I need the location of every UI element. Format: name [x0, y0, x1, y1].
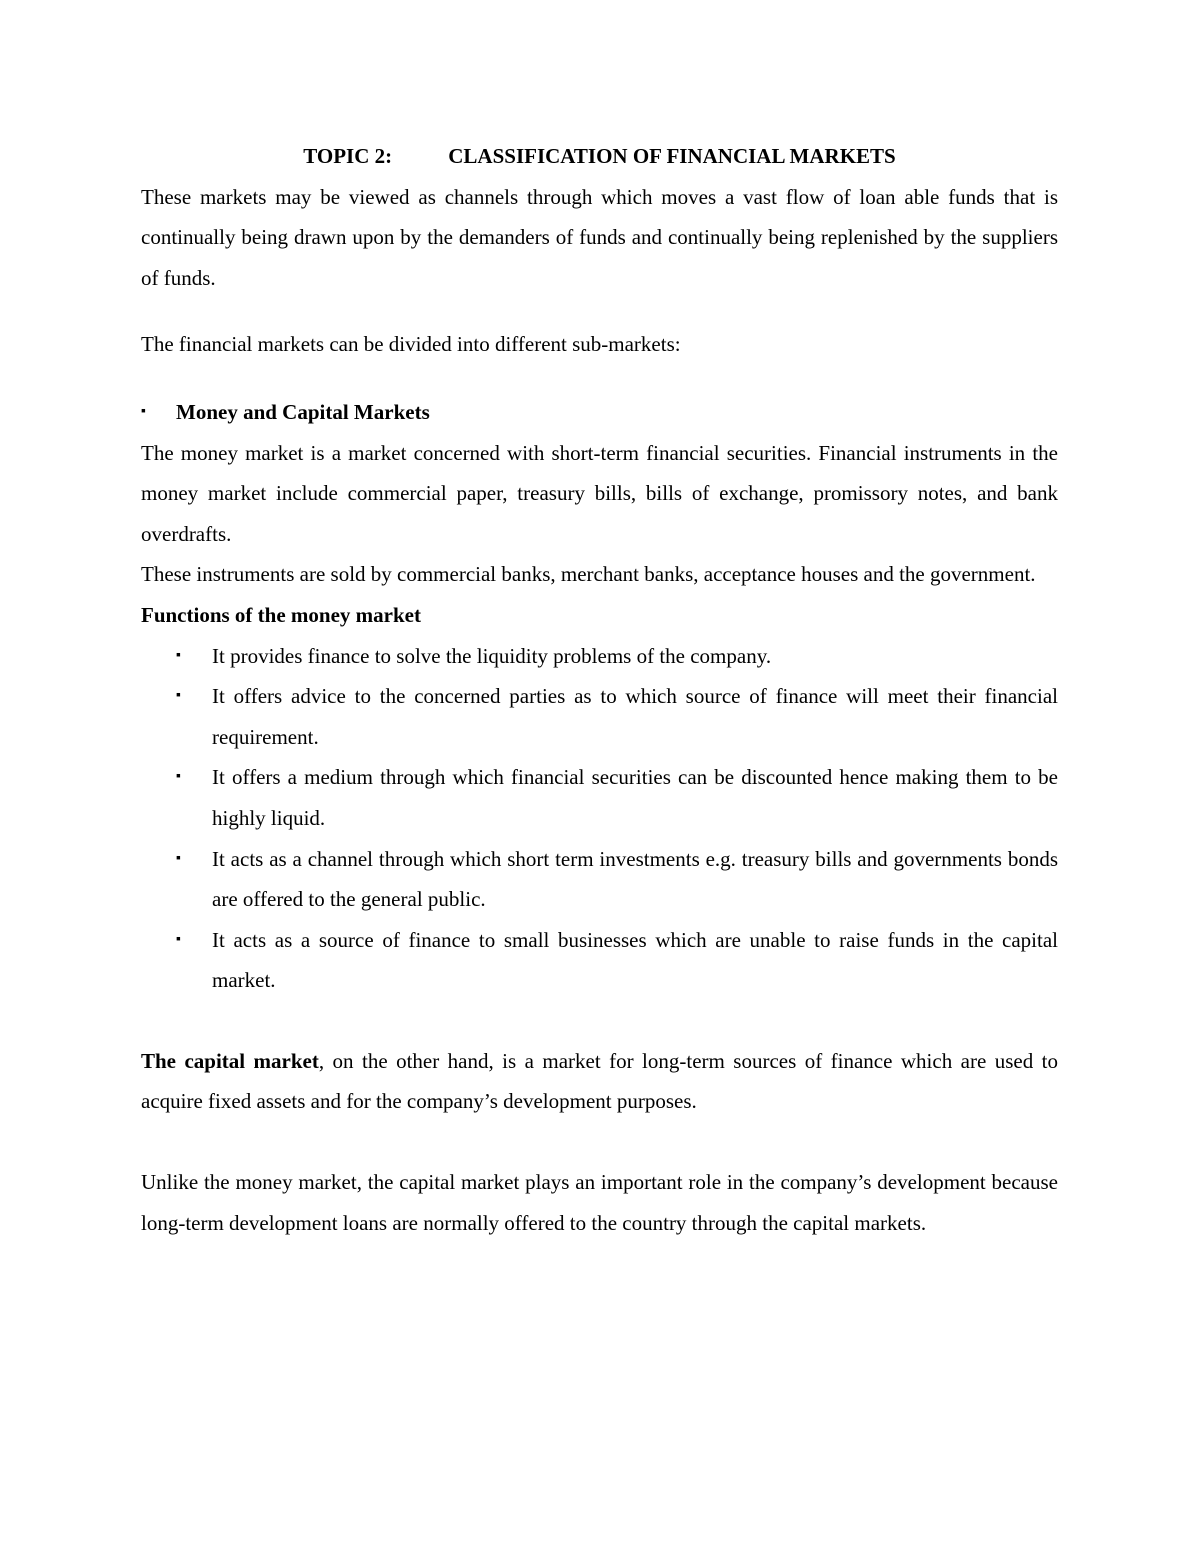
functions-list [141, 636, 1058, 1001]
capital-market-paragraph [141, 1041, 1058, 1122]
money-capital-heading [141, 392, 1058, 433]
topic-label: TOPIC 2: [303, 144, 393, 168]
money-market-paragraph: The money market is a market concerned with short-term financial securities. Financial instruments in the money market include commercial paper, treasury bills, bills of exchange, promissory notes, and bank overdrafts. [141, 440, 1058, 546]
list-item-text: It offers advice to the concerned parties as to which source of finance will meet their financial requirement. [212, 684, 1058, 749]
topic-heading: CLASSIFICATION OF FINANCIAL MARKETS [448, 144, 896, 168]
spacer [141, 365, 1058, 392]
money-market-sellers-paragraph: These instruments are sold by commercial banks, merchant banks, acceptance houses and the government. [141, 562, 1036, 587]
functions-heading: Functions of the money market [141, 602, 421, 627]
page-title [141, 136, 1058, 177]
list-item [141, 839, 1058, 920]
list-item-text: It offers a medium through which financial securities can be discounted hence making them to be highly liquid. [212, 765, 1058, 830]
square-bullet-icon: ▪ [176, 647, 181, 663]
capital-market-lead: The capital market [141, 1048, 319, 1073]
capital-market-rest: , on the other hand, is a market for long-term sources of finance which are used to acquire fixed assets and for the company’s development purposes. [141, 1048, 1058, 1114]
money-capital-heading-text: Money and Capital Markets [176, 399, 430, 424]
spacer [141, 1001, 1058, 1041]
document-page [141, 136, 1058, 1243]
intro-paragraph: These markets may be viewed as channels through which moves a vast flow of loan able funds that is continually being drawn upon by the demanders of funds and continually being replenished by the suppliers of funds. [141, 184, 1058, 290]
spacer [141, 1122, 1058, 1162]
list-item [141, 920, 1058, 1001]
list-item [141, 636, 1058, 677]
list-item-text: It acts as a channel through which short term investments e.g. treasury bills and governments bonds are offered to the general public. [212, 846, 1058, 912]
square-bullet-icon: ▪ [176, 769, 181, 785]
list-item [141, 757, 1058, 838]
list-item-text: It acts as a source of finance to small businesses which are unable to raise funds in the capital market. [212, 927, 1058, 993]
sub-markets-intro: The financial markets can be divided into different sub-markets: [141, 332, 681, 357]
unlike-paragraph: Unlike the money market, the capital market plays an important role in the company’s development because long-term development loans are normally offered to the country through the capital markets. [141, 1170, 1058, 1235]
list-item-text: It provides finance to solve the liquidity problems of the company. [212, 643, 772, 668]
list-item [141, 676, 1058, 757]
square-bullet-icon: ▪ [141, 403, 146, 419]
spacer [141, 298, 1058, 324]
square-bullet-icon: ▪ [176, 688, 181, 704]
square-bullet-icon: ▪ [176, 850, 181, 866]
square-bullet-icon: ▪ [176, 931, 181, 947]
